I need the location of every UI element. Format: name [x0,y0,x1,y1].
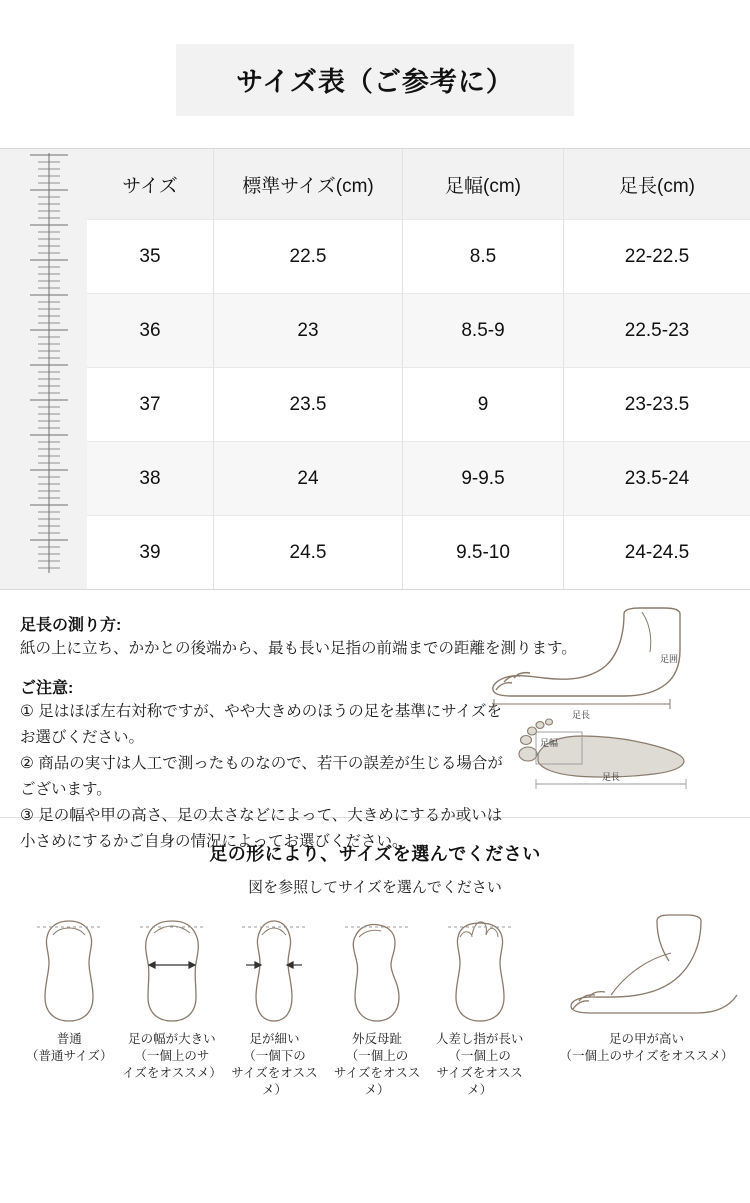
shape-section-subtitle: 図を参照してサイズを選んでください [248,879,502,896]
shape-detail-2: サイズをオススメ） [436,1065,523,1097]
table-row [87,294,750,368]
shape-name: 足が細い [249,1032,300,1046]
caution-3-line1: ③ 足の幅や甲の高さ、足の太さなどによって、大きめにするか或いは [20,807,503,825]
foot-measurement-diagram [474,604,744,794]
shape-detail-2: サイズをオススメ） [333,1065,421,1097]
shape-caption [428,1031,531,1099]
table-row [87,442,750,516]
shape-art [428,913,531,1025]
cell-size: 35 [87,220,214,294]
cell-standard-size: 23 [214,294,403,368]
shape-detail-2: イズをオススメ） [121,1065,222,1080]
caution-3-line2: 小さめにするかご自身の情況によってお選びください。 [20,833,408,851]
shape-item-wide [121,913,224,1082]
shape-detail-1: （一個上の [345,1048,409,1063]
shape-name: 普通 [56,1032,82,1046]
shape-detail-1: （一個下の [243,1048,306,1063]
caution-1-line1: ① 足はほぼ左右対称ですが、やや大きめのほうの足を基準にサイズを [20,703,502,721]
cell-size: 39 [87,516,214,590]
shape-art [18,913,121,1025]
cell-standard-size: 23.5 [214,368,403,442]
shape-item-normal [18,913,121,1065]
shape-caption [18,1031,121,1065]
table-header-row [87,149,750,220]
cell-standard-size: 22.5 [214,220,403,294]
column-header-size: サイズ [87,149,214,220]
cell-foot-length: 23.5-24 [564,442,750,516]
shape-item-bunion [326,913,429,1099]
ruler-icon [0,149,87,577]
shape-name: 外反母趾 [352,1032,403,1046]
caution-2-line2: ございます。 [20,781,112,799]
shape-caption [223,1031,326,1099]
foot-outline-bunion-icon [331,913,423,1025]
table-row [87,516,750,590]
caution-1-line2: お選びください。 [20,729,145,747]
table-row [87,220,750,294]
shape-items-row [0,913,750,1099]
table-row [87,368,750,442]
foot-side-view-icon [493,608,680,696]
measure-text: 紙の上に立ち、かかとの後端から、最も長い足指の前端までの距離を測ります。 [20,640,577,657]
cell-foot-width: 8.5 [403,220,564,294]
shape-name: 人差し指が長い [435,1032,524,1046]
width-arrow-icon [149,962,195,968]
cell-size: 37 [87,368,214,442]
foot-outline-long-toe-icon [434,913,526,1025]
page-title-wrap [0,0,750,116]
size-table-section [0,148,750,590]
shape-item-high-instep [543,913,750,1065]
width-arrow-icon [246,962,302,968]
size-table [87,149,750,589]
caution-2-line1: ② 商品の実寸は人工で測ったものなので、若干の誤差が生じる場合が [20,755,503,773]
shape-detail-1: （一個上のサ [134,1048,210,1063]
cell-foot-length: 22.5-23 [564,294,750,368]
shape-caption [121,1031,224,1082]
foot-outline-normal-icon [23,913,115,1025]
shape-detail-1: （普通サイズ） [26,1048,113,1063]
notes-section [0,590,750,851]
shape-detail-1: （一個上の [448,1048,511,1063]
shape-detail: （一個上のサイズをオススメ） [559,1048,734,1063]
ruler-illustration [0,149,87,589]
foot-sole-view-icon [538,736,684,777]
column-header-foot-length: 足長(cm) [564,149,750,220]
shape-art [223,913,326,1025]
shape-item-narrow [223,913,326,1099]
cell-standard-size: 24.5 [214,516,403,590]
column-header-foot-width: 足幅(cm) [403,149,564,220]
cell-foot-length: 24-24.5 [564,516,750,590]
foot-side-high-instep-icon [551,913,741,1025]
shape-art [543,913,750,1025]
label-foot-width: 足幅 [540,738,559,748]
caution-heading: ご注意: [20,680,74,698]
shape-name: 足の幅が大きい [128,1032,216,1046]
shape-caption [543,1031,750,1065]
cell-size: 38 [87,442,214,516]
shape-art [326,913,429,1025]
label-foot-length-top: 足長 [572,710,591,720]
label-foot-circumference: 足囲 [660,654,679,664]
measure-heading: 足長の測り方: [20,617,122,634]
cell-foot-width: 9-9.5 [403,442,564,516]
cell-foot-length: 23-23.5 [564,368,750,442]
cell-standard-size: 24 [214,442,403,516]
cell-foot-width: 9 [403,368,564,442]
cell-foot-width: 9.5-10 [403,516,564,590]
bottom-spacer [0,1183,750,1203]
cell-foot-length: 22-22.5 [564,220,750,294]
cell-size: 36 [87,294,214,368]
foot-outline-wide-icon [126,913,218,1025]
label-foot-length-bottom: 足長 [602,772,621,782]
shape-name: 足の甲が高い [608,1032,684,1046]
column-header-standard-size: 標準サイズ(cm) [214,149,403,220]
page-title: サイズ表（ご参考に） [176,44,574,116]
shape-item-long-second-toe [428,913,531,1099]
shape-section-title: 足の形により、サイズを選んでください [209,844,541,864]
foot-shape-section [0,818,750,1099]
shape-detail-2: サイズをオススメ） [231,1065,318,1097]
shape-art [121,913,224,1025]
shape-caption [326,1031,429,1099]
foot-outline-narrow-icon [228,913,320,1025]
cell-foot-width: 8.5-9 [403,294,564,368]
